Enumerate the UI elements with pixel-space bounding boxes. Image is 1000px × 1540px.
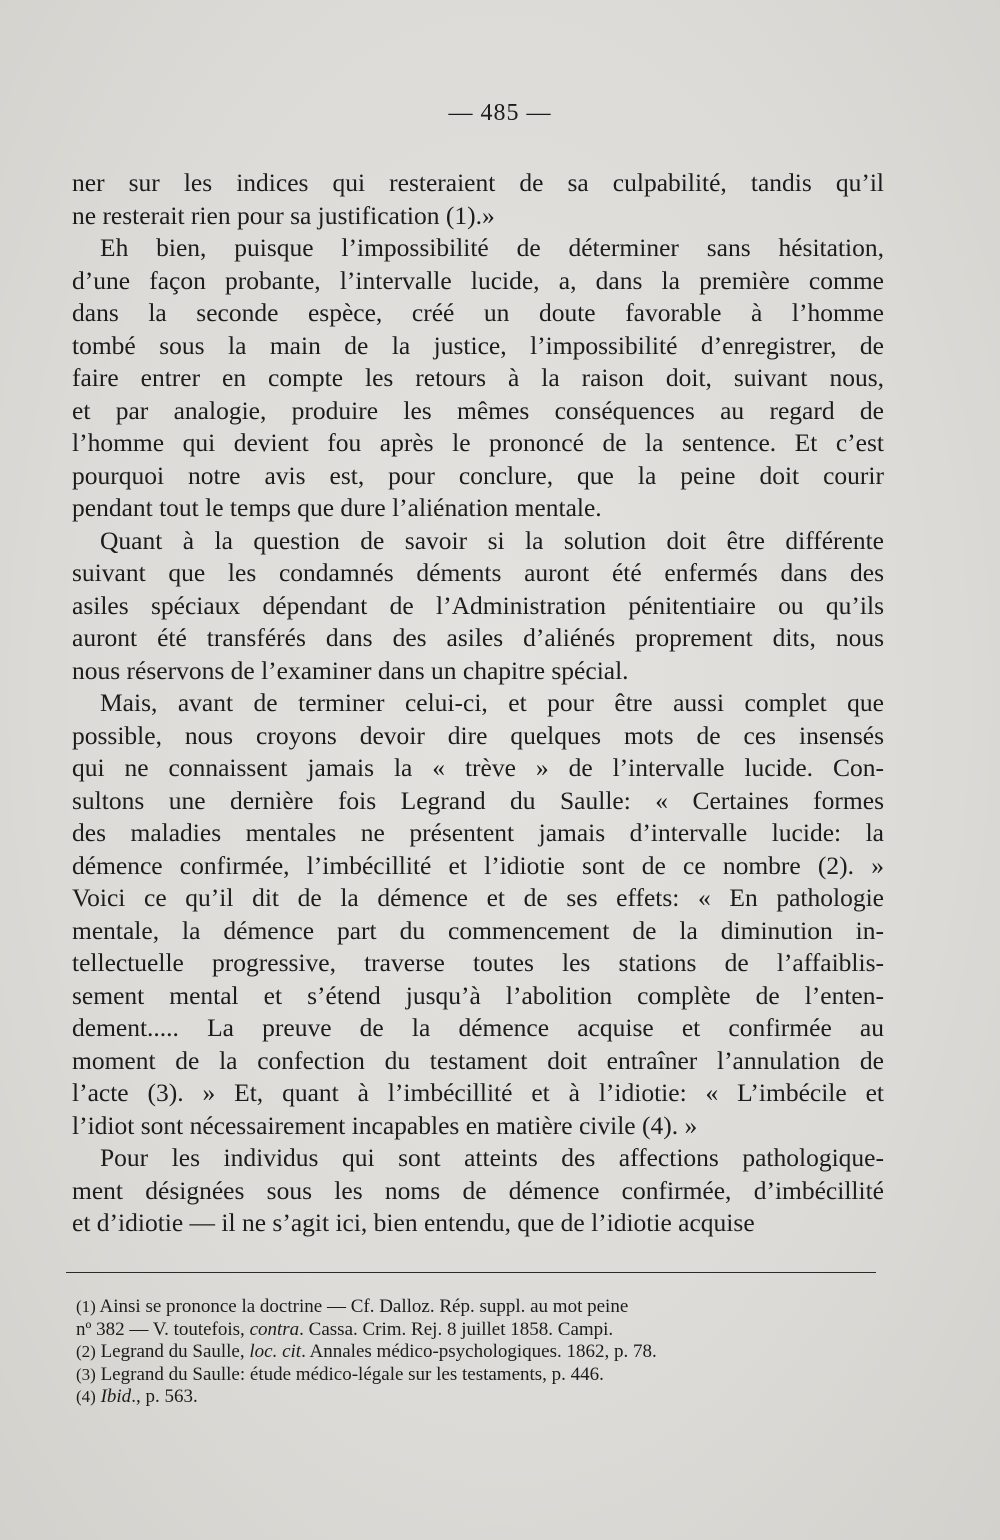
text-line: ment désignées sous les noms de démence confirmée, d’imbécillité — [72, 1175, 884, 1205]
paragraph — [72, 687, 884, 1142]
text-line: ne resterait rien pour sa justification (1).» — [72, 200, 495, 230]
paragraph — [72, 232, 884, 525]
page-number: — 485 — — [448, 100, 552, 126]
text-line: possible, nous croyons devoir dire quelques mots de ces insensés — [72, 720, 884, 750]
text-line: et d’idiotie — il ne s’agit ici, bien entendu, que de l’idiotie acquise — [72, 1208, 755, 1237]
footnote-italic: contra — [249, 1318, 300, 1340]
text-line: l’homme qui devient fou après le prononcé de la sentence. Et c’est — [72, 428, 884, 457]
text-line: suivant que les condamnés déments auront été enfermés dans des — [72, 558, 884, 587]
text-line: dans la seconde espèce, créé un doute favorable à l’homme — [72, 298, 884, 327]
footnote-1 — [76, 1296, 882, 1341]
text-line: des maladies mentales ne présentent jamais d’intervalle lucide: la — [72, 818, 884, 847]
text-line: ner sur les indices qui resteraient de sa culpabilité, tandis qu’il — [72, 168, 884, 197]
footnote-mark: (4) — [76, 1387, 96, 1406]
text-line: pendant tout le temps que dure l’aliénation mentale. — [72, 493, 602, 522]
text-line: Voici ce qu’il dit de la démence et de ses effets: « En pathologie — [72, 883, 884, 912]
text-line: asiles spéciaux dépendant de l’Administration pénitentiaire ou qu’ils — [72, 590, 884, 620]
text-line: faire entrer en compte les retours à la raison doit, suivant nous, — [72, 363, 884, 392]
body-text — [72, 167, 884, 1240]
text-line: qui ne connaissent jamais la « trève » de l’intervalle lucide. Con- — [72, 753, 884, 782]
footnote-text: nº 382 — V. toutefois, — [76, 1318, 250, 1340]
text-line: d’une façon probante, l’intervalle lucide, a, dans la première comme — [72, 265, 884, 295]
paragraph — [72, 1142, 884, 1240]
text-line: dement..... La preuve de la démence acquise et confirmée au — [72, 1013, 884, 1042]
paragraph — [72, 525, 884, 688]
text-line: Eh bien, puisque l’impossibilité de déterminer sans hésitation, — [100, 233, 884, 262]
footnote-italic: loc. cit — [249, 1341, 302, 1362]
footnote-text: . Annales médico-psychologiques. 1862, p. 78. — [301, 1341, 657, 1362]
text-line: et par analogie, produire les mêmes conséquences au regard de — [72, 395, 884, 425]
footnote-text: . Cassa. Crim. Rej. 8 juillet 1858. Campi. — [299, 1318, 614, 1340]
footnote-2 — [76, 1341, 882, 1364]
text-line: l’acte (3). » Et, quant à l’imbécillité et à l’idiotie: « L’imbécile et — [72, 1078, 884, 1107]
footnotes — [76, 1296, 882, 1409]
text-line: Quant à la question de savoir si la solution doit être différente — [100, 525, 884, 555]
text-line: démence confirmée, l’imbécillité et l’idiotie sont de ce nombre (2). » — [72, 850, 884, 880]
footnote-text: Legrand du Saulle, — [100, 1341, 250, 1362]
text-line: l’idiot sont nécessairement incapables en matière civile (4). » — [72, 1110, 698, 1140]
text-line: mentale, la démence part du commencement de la diminution in- — [72, 915, 884, 945]
paragraph — [72, 167, 884, 232]
text-line: sement mental et s’étend jusqu’à l’abolition complète de l’enten- — [72, 980, 884, 1010]
footnote-3 — [76, 1364, 882, 1387]
text-line: tombé sous la main de la justice, l’impossibilité d’enregistrer, de — [72, 330, 884, 360]
footnote-text: Ainsi se prononce la doctrine — Cf. Dalloz. Rép. suppl. au mot peine — [99, 1296, 629, 1317]
footnote-mark: (1) — [76, 1297, 96, 1316]
footnote-italic: Ibid — [100, 1386, 132, 1407]
footnote-text: Legrand du Saulle: étude médico-légale sur les testaments, p. 446. — [100, 1363, 604, 1385]
text-line: moment de la confection du testament doit entraîner l’annulation de — [72, 1045, 884, 1075]
footnote-mark: (2) — [76, 1342, 96, 1361]
text-line: tellectuelle progressive, traverse toutes les stations de l’affaiblis- — [72, 948, 884, 977]
text-line: Mais, avant de terminer celui-ci, et pour être aussi complet que — [100, 688, 884, 717]
text-line: sultons une dernière fois Legrand du Saulle: « Certaines formes — [72, 785, 884, 815]
text-line: auront été transférés dans des asiles d’aliénés proprement dits, nous — [72, 623, 884, 652]
footnote-4 — [76, 1386, 882, 1409]
footnote-separator — [66, 1272, 876, 1273]
footnote-mark: (3) — [76, 1364, 96, 1384]
text-line: pourquoi notre avis est, pour conclure, que la peine doit courir — [72, 460, 884, 490]
footnote-text: ., p. 563. — [131, 1386, 198, 1407]
text-line: nous réservons de l’examiner dans un chapitre spécial. — [72, 655, 629, 685]
text-line: Pour les individus qui sont atteints des affections pathologique- — [100, 1143, 884, 1172]
